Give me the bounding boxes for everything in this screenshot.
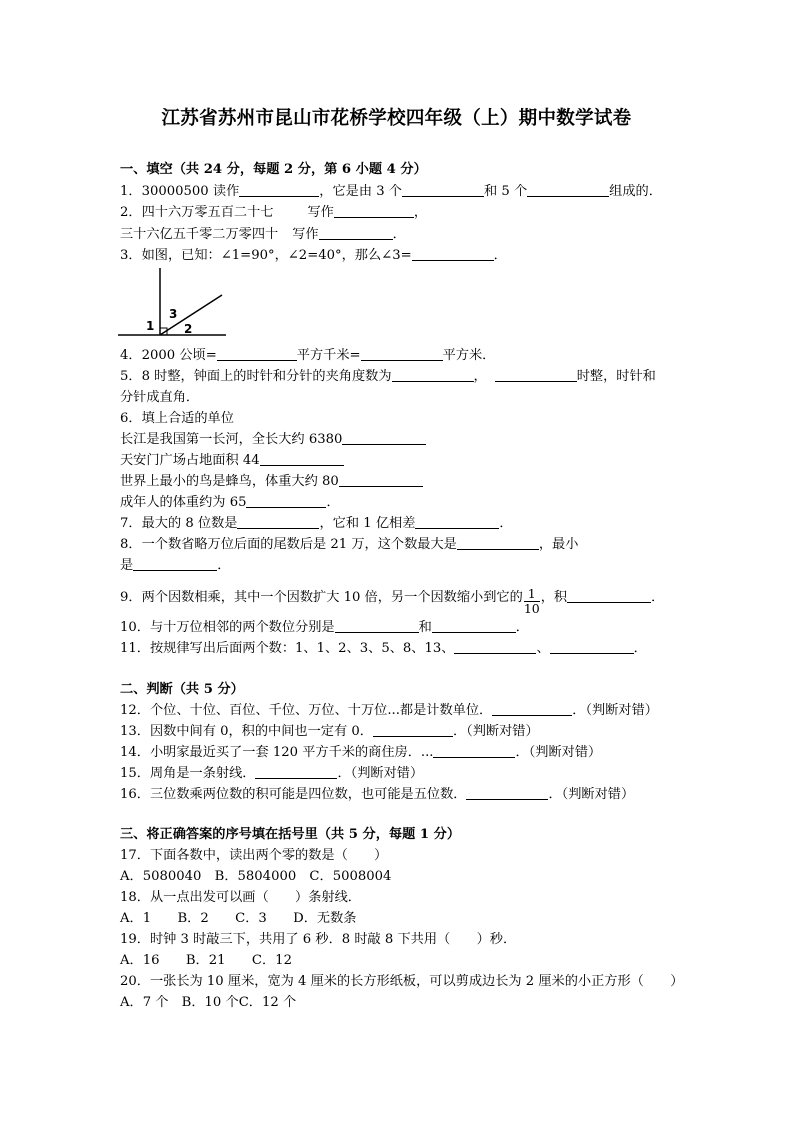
answer-blank[interactable]	[342, 432, 426, 445]
question-7: 7．最大的 8 位数是 ，它和 1 亿相差 ．	[120, 516, 513, 531]
section-3-heading: 三、将正确答案的序号填在括号里（共 5 分，每题 1 分）	[120, 827, 461, 842]
answer-blank[interactable]	[339, 474, 423, 487]
angle-2-label: 2	[184, 322, 193, 336]
question-5a: 5．8 时整，钟面上的时针和分针的夹角度数为 ， 时整，时针和	[120, 369, 656, 384]
answer-blank[interactable]	[237, 516, 319, 529]
angle-1-label: 1	[146, 319, 155, 333]
question-13: 13．因数中间有 0，积的中间也一定有 0． ．（判断对错）	[120, 724, 539, 739]
answer-blank[interactable]	[454, 641, 536, 654]
question-15: 15．周角是一条射线． ．（判断对错）	[120, 766, 424, 781]
question-6d: 成年人的体重约为 65 ．	[120, 495, 340, 510]
question-19: 19．时钟 3 时敲三下，共用了 6 秒．8 时敲 8 下共用（ ）秒．	[120, 932, 517, 947]
answer-blank[interactable]	[239, 184, 319, 197]
answer-blank[interactable]	[466, 787, 548, 800]
question-16: 16．三位数乘两位数的积可能是四位数，也可能是五位数． ．（判断对错）	[120, 787, 635, 802]
answer-blank[interactable]	[373, 724, 453, 737]
answer-blank[interactable]	[433, 745, 515, 758]
answer-blank[interactable]	[335, 620, 419, 633]
question-3: 3．如图，已知：∠1=90°，∠2=40°，那么∠3= ．	[120, 248, 507, 263]
answer-blank[interactable]	[246, 495, 326, 508]
answer-blank[interactable]	[415, 516, 499, 529]
section-1-heading: 一、填空（共 24 分，每题 2 分，第 6 小题 4 分）	[120, 162, 427, 177]
question-20: 20．一张长为 10 厘米，宽为 4 厘米的长方形纸板，可以剪成边长为 2 厘米的小正方形（ ）	[120, 974, 684, 989]
question-6a: 长江是我国第一长河，全长大约 6380	[120, 432, 426, 448]
question-10: 10．与十万位相邻的两个数位分别是 和 ．	[120, 620, 529, 635]
question-6c: 世界上最小的鸟是蜂鸟，体重大约 80	[120, 474, 423, 490]
answer-blank[interactable]	[492, 703, 572, 716]
angle-3-label: 3	[169, 307, 178, 321]
question-2b: 三十六亿五千零二万零四十 写作 ．	[120, 227, 406, 242]
question-6: 6．填上合适的单位	[120, 411, 234, 426]
question-5b: 分针成直角．	[120, 390, 200, 405]
question-14: 14．小明家最近买了一套 120 平方千米的商住房．... ．（判断对错）	[120, 745, 602, 760]
question-9: 9．两个因数相乘，其中一个因数扩大 10 倍，另一个因数缩小到它的 $\frac{1}{10}$ ，积 ．	[120, 586, 665, 616]
question-17: 17．下面各数中，读出两个零的数是（ ）	[120, 848, 388, 863]
answer-blank[interactable]	[217, 348, 297, 361]
answer-blank[interactable]	[527, 184, 609, 197]
answer-blank[interactable]	[260, 453, 344, 466]
question-12: 12．个位、十位、百位、千位、万位、十万位...都是计数单位． ．（判断对错）	[120, 703, 658, 718]
question-8a: 8．一个数省略万位后面的尾数后是 21 万，这个数最大是 ，最小	[120, 537, 579, 552]
answer-blank[interactable]	[361, 348, 443, 361]
question-4: 4．2000 公顷= 平方千米= 平方米．	[120, 348, 496, 363]
question-1: 1．30000500 读作 ，它是由 3 个 和 5 个 组成的．	[120, 184, 662, 199]
question-19-options: A．16 B．21 C．12	[120, 953, 292, 968]
question-6b: 天安门广场占地面积 44	[120, 453, 344, 469]
answer-blank[interactable]	[392, 369, 474, 382]
question-11: 11．按规律写出后面两个数：1、1、2、3、5、8、13、 、 ．	[120, 641, 647, 656]
question-20-options: A．7 个 B．10 个C．12 个	[120, 995, 297, 1010]
fraction-one-tenth: $\frac{1}{10}$	[523, 586, 540, 616]
answer-blank[interactable]	[319, 227, 393, 240]
exam-title: 江苏省苏州市昆山市花桥学校四年级（上）期中数学试卷	[161, 108, 632, 129]
answer-blank[interactable]	[412, 248, 494, 261]
answer-blank[interactable]	[255, 766, 337, 779]
question-8b: 是 ．	[120, 558, 231, 573]
answer-blank[interactable]	[495, 369, 577, 382]
question-18-options: A．1 B．2 C．3 D．无数条	[120, 911, 357, 926]
angle-figure	[118, 268, 230, 342]
question-18: 18．从一点出发可以画（ ）条射线．	[120, 890, 361, 905]
question-2a: 2．四十六万零五百二十七 写作 ，	[120, 205, 428, 220]
answer-blank[interactable]	[457, 537, 539, 550]
answer-blank[interactable]	[432, 620, 516, 633]
answer-blank[interactable]	[334, 205, 414, 218]
section-2-heading: 二、判断（共 5 分）	[120, 682, 244, 697]
answer-blank[interactable]	[402, 184, 484, 197]
question-17-options: A．5080040 B．5804000 C．5008004	[120, 869, 392, 884]
answer-blank[interactable]	[133, 558, 217, 571]
answer-blank[interactable]	[567, 590, 651, 603]
answer-blank[interactable]	[550, 641, 634, 654]
